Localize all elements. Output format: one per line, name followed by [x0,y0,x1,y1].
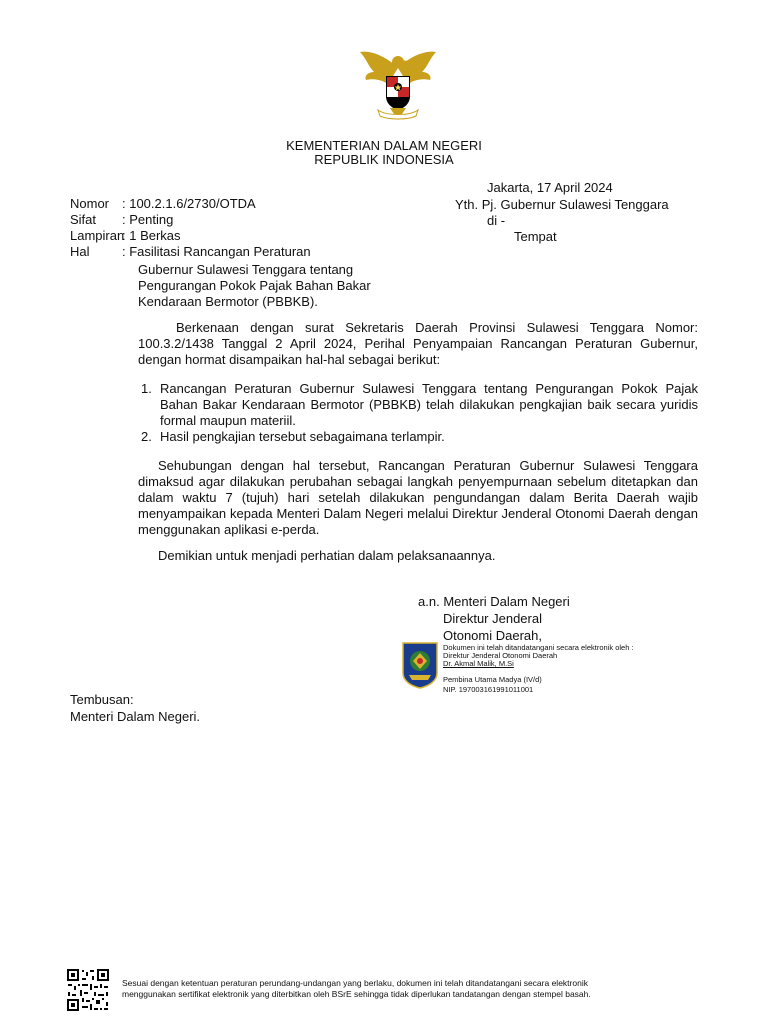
list-number: 2. [141,429,152,444]
signer-rank: Pembina Utama Madya (IV/d) [443,675,542,684]
meta-nomor [70,196,311,212]
meta-lampiran [70,228,311,244]
recipient-to: Yth. Pj. Gubernur Sulawesi Tenggara [455,197,669,212]
cc-recipient: Menteri Dalam Negeri. [70,709,201,724]
opening-paragraph: Berkenaan dengan surat Sekretaris Daerah Provinsi Sulawesi Tenggara Nomor: 100.3.2/1438 Tanggal 2 April 2024, Perihal Penyampaian Rancangan Peraturan Gubernur, dengan hormat disampaikan hal-hal sebagai berikut: [138,320,698,367]
subject-line: Gubernur Sulawesi Tenggara tentang [138,262,354,277]
meta-sifat [70,212,311,228]
signer-name: Dr. Akmal Malik, M.Si [443,659,514,668]
recipient-tempat: Tempat [514,229,557,244]
meta-label: Lampiran [70,228,125,243]
cc-label: Tembusan: [70,692,134,707]
esign-note-2: Direktur Jenderal Otonomi Daerah [443,651,558,660]
meta-value: : 100.2.1.6/2730/OTDA [122,196,256,211]
list-item [138,429,698,445]
main-paragraph: Sehubungan dengan hal tersebut, Rancangan Peraturan Gubernur Sulawesi Tenggara dimaksud agar dilakukan perubahan sebagai langkah penyempurnaan sebelum ditetapkan dan dalam waktu 7 (tujuh) hari setelah dilakukan pengundangan dalam Berita Daerah wajib menyampaikan kepada Menteri Dalam Negeri melalui Direktur Jenderal Otonomi Daerah dengan menggunakan aplikasi e-perda. [138,458,698,537]
meta-label: Sifat [70,212,97,227]
garuda-emblem-icon [356,46,440,124]
country-name: REPUBLIK INDONESIA [314,152,454,167]
place-date: Jakarta, 17 April 2024 [487,180,613,195]
points-list [138,381,698,445]
recipient-di: di - [487,213,506,228]
subject-continuation [138,262,371,310]
meta-value: : 1 Berkas [122,228,181,243]
signer-title-2: Otonomi Daerah, [443,628,542,643]
meta-label: Nomor [70,196,110,211]
list-text: Hasil pengkajian tersebut sebagaimana terlampir. [160,429,445,444]
qr-code-icon [66,968,110,1012]
meta-hal [70,244,311,260]
subject-line: Kendaraan Bermotor (PBBKB). [138,294,318,309]
meta-value: : Fasilitasi Rancangan Peraturan [122,244,311,259]
closing-paragraph: Demikian untuk menjadi perhatian dalam pelaksanaannya. [158,548,496,563]
kemendagri-seal-icon [401,641,439,689]
signature-on-behalf [418,593,570,610]
esign-disclaimer [122,978,722,1000]
meta-value: : Penting [122,212,174,227]
disclaimer-line: menggunakan sertifikat elektronik yang diterbitkan oleh BSrE sehingga tidak diperlukan tandatangan dengan stempel basah. [122,989,591,999]
esign-note-1: Dokumen ini telah ditandatangani secara elektronik oleh : [443,643,634,652]
on-behalf-prefix: a.n. [418,594,440,609]
list-number: 1. [141,381,152,396]
list-item [138,381,698,429]
on-behalf-title: Menteri Dalam Negeri [443,594,570,609]
signer-nip: NIP. 197003161991011001 [443,685,534,694]
subject-line: Pengurangan Pokok Pajak Bahan Bakar [138,278,371,293]
list-text: Rancangan Peraturan Gubernur Sulawesi Tenggara tentang Pengurangan Pokok Pajak Bahan Bakar Kendaraan Bermotor (PBBKB) telah dilakukan pengkajian baik secara yuridis formal maupun materiil. [160,381,698,428]
letter-meta [70,196,311,260]
disclaimer-line: Sesuai dengan ketentuan peraturan perundang-undangan yang berlaku, dokumen ini telah ditandatangani secara elektronik [122,978,588,988]
signer-title-1: Direktur Jenderal [443,611,542,626]
meta-label: Hal [70,244,90,259]
ministry-name: KEMENTERIAN DALAM NEGERI [286,138,482,153]
